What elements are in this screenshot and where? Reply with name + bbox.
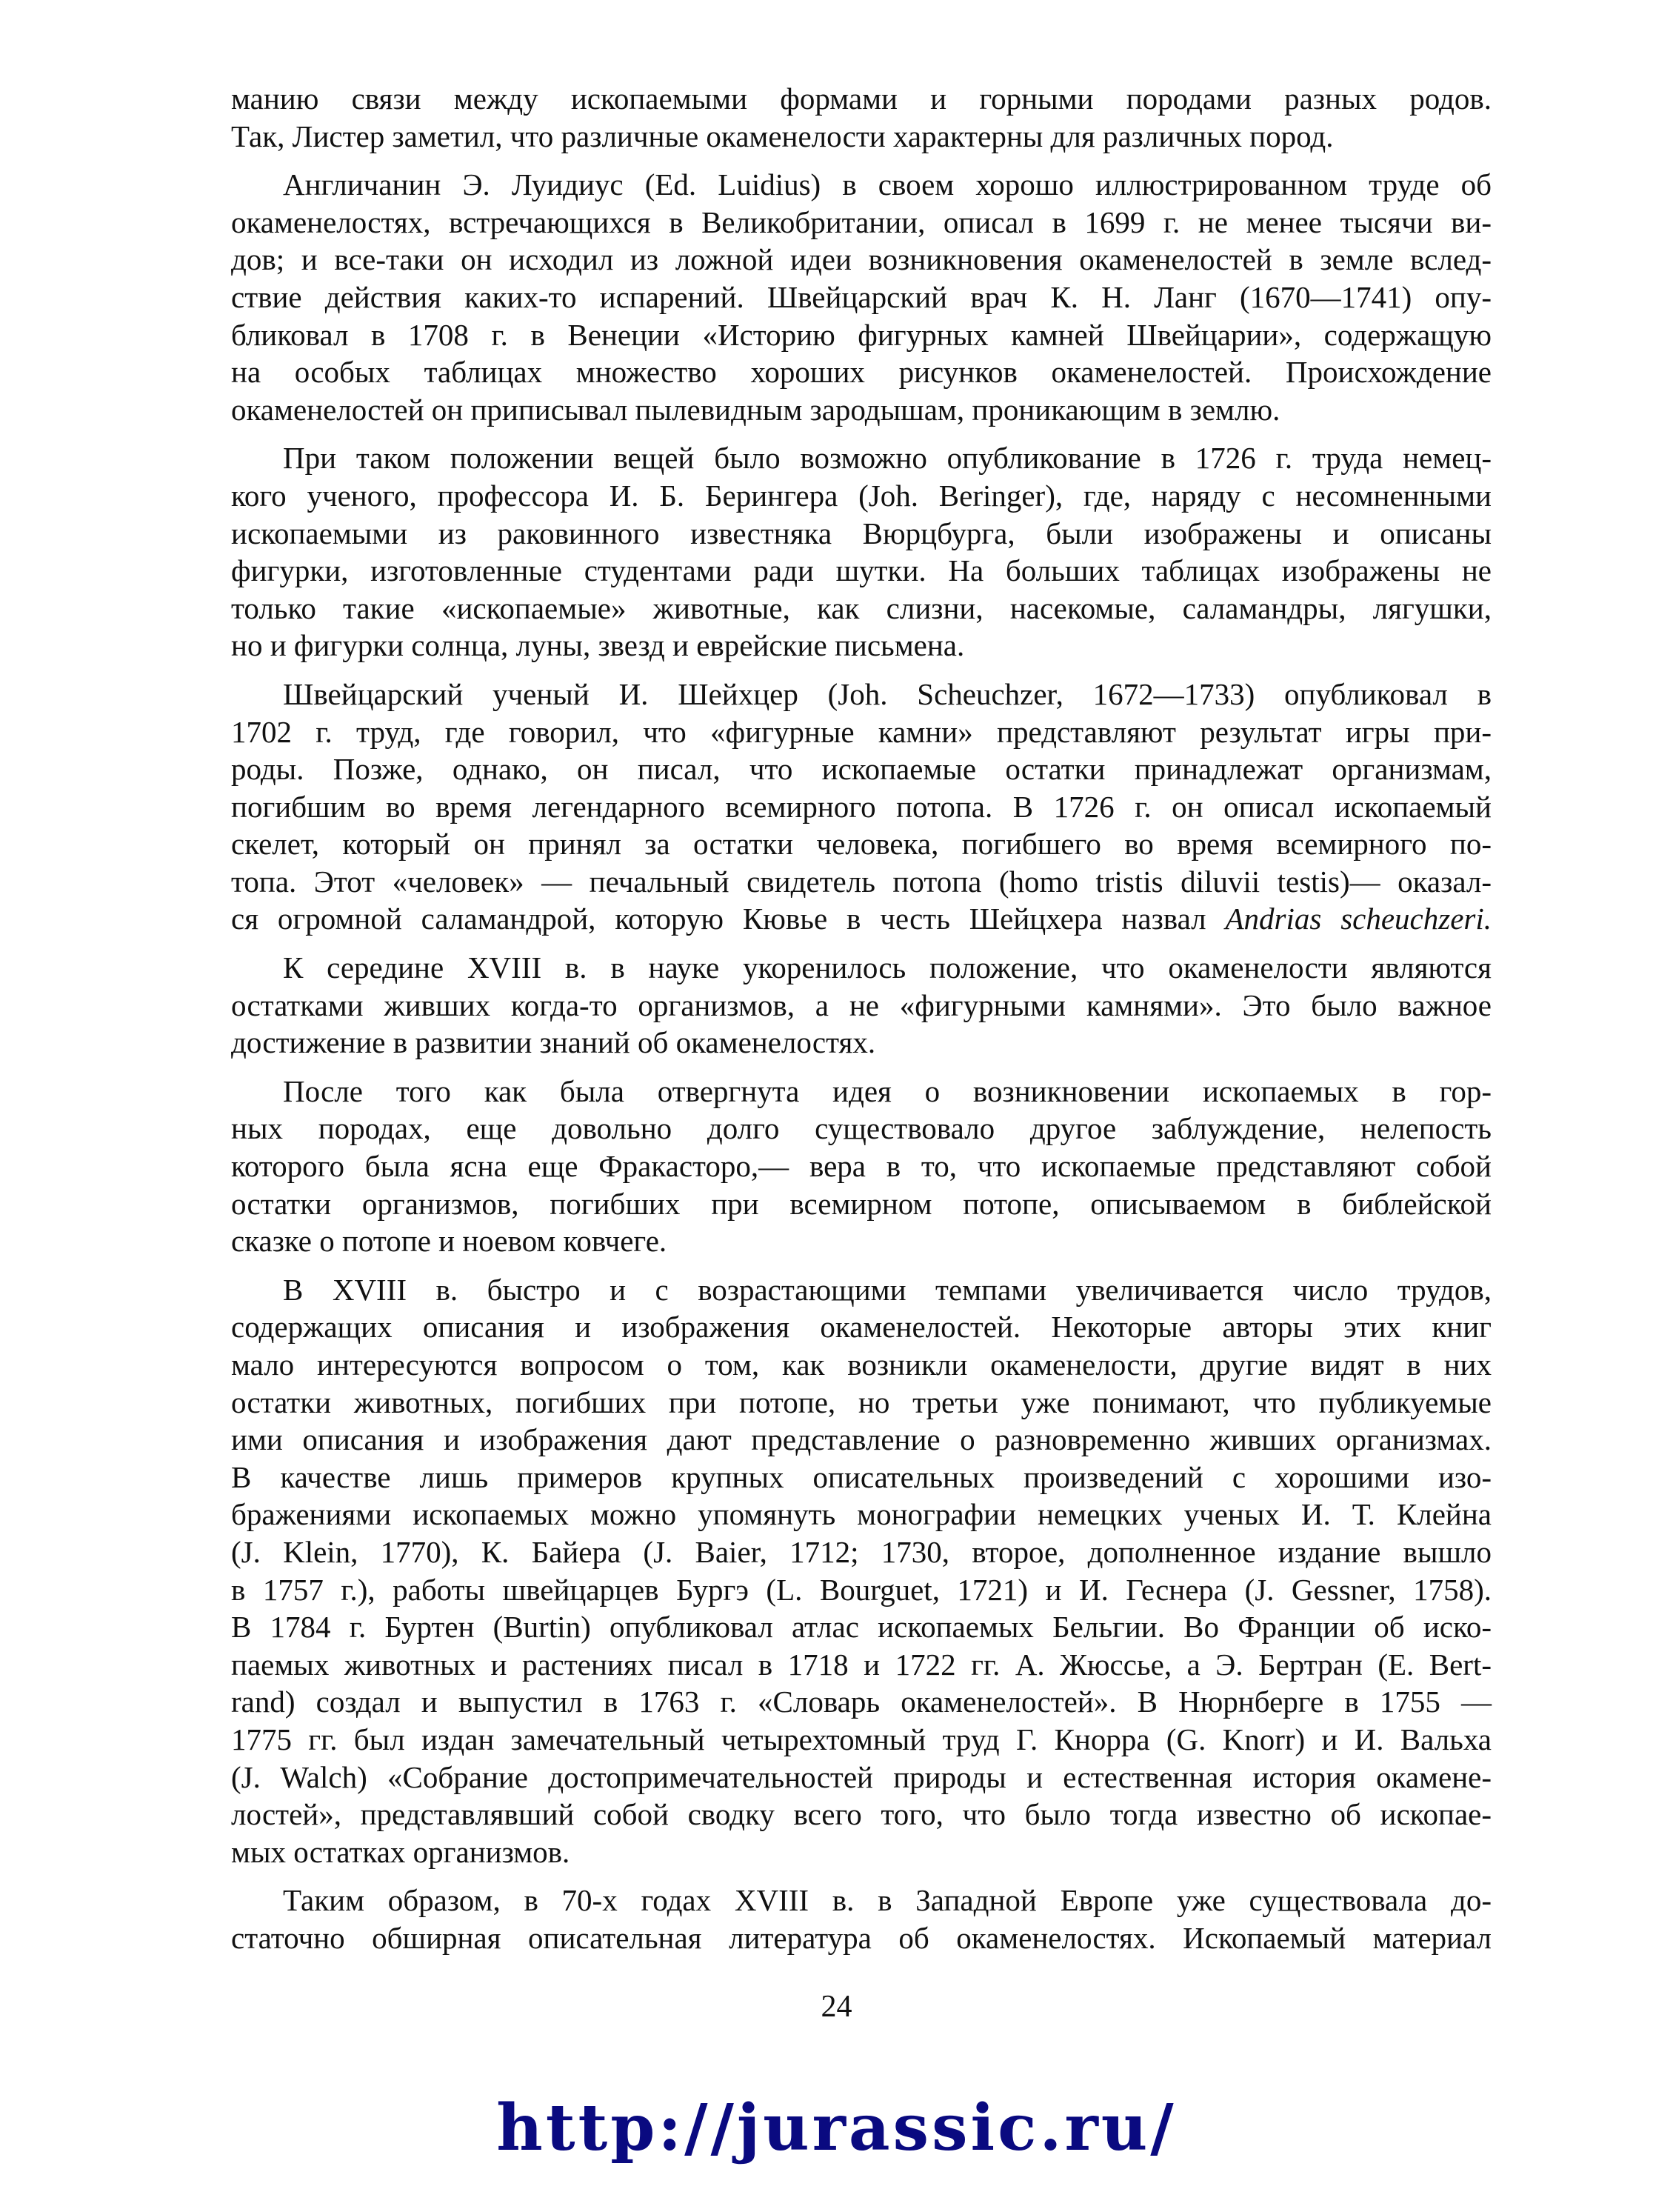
text-line-content: на особых таблицах множество хороших рисунков окаменелостей. Происхождение (231, 355, 1492, 390)
text-line (231, 713, 1492, 751)
text-line (231, 353, 1492, 391)
paragraph (231, 1073, 1492, 1260)
text-line-content: 1775 гг. был издан замечательный четырехтомный труд Г. Кнорра (G. Knorr) и И. Вальха (231, 1722, 1492, 1756)
text-line-content: Так, Листер заметил, что различные окаменелости характерны для различных пород. (231, 119, 1334, 153)
text-line-content: в 1757 г.), работы швейцарцев Бургэ (L. Bourguet, 1721) и И. Геснера (J. Gessner, 1758). (231, 1572, 1492, 1607)
text-line-content: окаменелостей он приписывал пылевидным зародышам, проникающим в землю. (231, 392, 1280, 427)
text-line (231, 1608, 1492, 1646)
text-line-content: манию связи между ископаемыми формами и горными породами разных родов. (231, 81, 1492, 116)
text-line (231, 1796, 1492, 1833)
paragraph (231, 676, 1492, 938)
text-line (231, 1271, 1492, 1309)
text-line (231, 1571, 1492, 1609)
text-line-content: которого была ясна еще Фракасторо,— вера в то, что ископаемые представляют собой (231, 1149, 1492, 1184)
text-line-content: Англичанин Э. Луидиус (Ed. Luidius) в своем хорошо иллюстрированном труде об (283, 167, 1492, 202)
text-line-content: После того как была отвергнута идея о возникновении ископаемых в гор- (283, 1073, 1492, 1108)
text-line (231, 1919, 1492, 1957)
text-line-content: rand) создал и выпустил в 1763 г. «Словарь окаменелостей». В Нюрнберге в 1755 — (231, 1685, 1492, 1719)
text-line-content: (J. Walch) «Собрание достопримечательностей природы и естественная история окамене- (231, 1759, 1492, 1794)
text-line (231, 1110, 1492, 1147)
text-line-content: К середине XVIII в. в науке укоренилось положение, что окаменелости являются (283, 950, 1492, 985)
paragraph (231, 80, 1492, 155)
text-line-content: остатки животных, погибших при потопе, но третьи уже понимают, что публикуемые (231, 1385, 1492, 1419)
text-line-content: но и фигурки солнца, луны, звезд и еврейские письмена. (231, 628, 965, 663)
text-line (231, 1459, 1492, 1496)
text-line (231, 1759, 1492, 1796)
text-line-content: достижение в развитии знаний об окаменелостях. (231, 1025, 876, 1060)
paragraph (231, 1882, 1492, 1956)
text-line (231, 1222, 1492, 1260)
text-line-content: статочно обширная описательная литература об окаменелостях. Ископаемый материал (231, 1920, 1492, 1955)
text-line-content: мало интересуются вопросом о том, как возникли окаменелости, другие видят в них (231, 1347, 1492, 1382)
text-line-content: паемых животных и растениях писал в 1718 и 1722 гг. А. Жюссье, а Э. Бертран (E. Bert- (231, 1647, 1492, 1682)
page-number: 24 (821, 1990, 852, 2024)
text-line-content: бликовал в 1708 г. в Венеции «Историю фигурных камней Швейцарии», содержащую (231, 317, 1492, 352)
text-line-content: 1702 г. труд, где говорил, что «фигурные камни» представляют результат игры при- (231, 714, 1492, 749)
text-line (231, 515, 1492, 553)
text-line (231, 204, 1492, 241)
text-line (231, 900, 1492, 938)
text-line (231, 391, 1492, 429)
text-line (231, 439, 1492, 477)
text-line-content: роды. Позже, однако, он писал, что ископаемые остатки принадлежат организмам, (231, 752, 1492, 787)
text-line-content: сказке о потопе и ноевом ковчеге. (231, 1224, 667, 1259)
text-line (231, 1882, 1492, 1919)
text-line-content: (J. Klein, 1770), К. Байера (J. Baier, 1712; 1730, второе, дополненное издание вышло (231, 1534, 1492, 1569)
paragraph (231, 1271, 1492, 1871)
text-line (231, 1683, 1492, 1721)
text-line-content: ных породах, еще довольно долго существовало другое заблуждение, нелепость (231, 1111, 1492, 1146)
text-line-content: скелет, который он принял за остатки человека, погибшего во время всемирного по- (231, 827, 1492, 862)
text-line (231, 1384, 1492, 1422)
text-line-content: ими описания и изображения дают представление о разновременно живших организмах. (231, 1422, 1492, 1457)
text-line (231, 552, 1492, 590)
text-line (231, 1185, 1492, 1223)
text-line-content: Швейцарский ученый И. Шейхцер (Joh. Scheuchzer, 1672—1733) опубликовал в (283, 676, 1492, 711)
text-line (231, 166, 1492, 204)
text-line-content: окаменелостях, встречающихся в Великобритании, описал в 1699 г. не менее тысячи ви- (231, 204, 1492, 239)
text-line (231, 1646, 1492, 1684)
text-line (231, 627, 1492, 664)
text-line (231, 590, 1492, 627)
text-line-content: кого ученого, профессора И. Б. Берингера (Joh. Beringer), где, наряду с несомненными (231, 478, 1492, 513)
text-line-content: В XVIII в. быстро и с возрастающими темпами увеличивается число трудов, (283, 1272, 1492, 1307)
text-line (231, 788, 1492, 826)
text-line (231, 1833, 1492, 1871)
text-line (231, 1533, 1492, 1571)
text-line (231, 676, 1492, 713)
text-line (231, 1496, 1492, 1533)
paragraph (231, 166, 1492, 428)
text-line (231, 241, 1492, 279)
text-line (231, 279, 1492, 316)
text-line (231, 477, 1492, 515)
text-line-content: ся огромной саламандрой, которую Кювье в честь Шейцхера назвал (231, 902, 1206, 936)
text-line (231, 1024, 1492, 1062)
text-line-content: остатками живших когда-то организмов, а не «фигурными камнями». Это было важное (231, 987, 1492, 1022)
paragraph (231, 439, 1492, 664)
text-line (231, 1147, 1492, 1185)
text-line-content: В 1784 г. Буртен (Burtin) опубликовал атлас ископаемых Бельгии. Во Франции об иско- (231, 1610, 1492, 1645)
text-line-content: только такие «ископаемые» животные, как слизни, насекомые, саламандры, лягушки, (231, 590, 1492, 625)
text-line-content: В качестве лишь примеров крупных описательных произведений с хорошими изо- (231, 1459, 1492, 1494)
text-line (231, 1721, 1492, 1759)
text-line (231, 1073, 1492, 1110)
text-line (231, 80, 1492, 118)
text-line (231, 825, 1492, 863)
text-line (231, 1308, 1492, 1346)
paragraph (231, 949, 1492, 1062)
text-line (231, 987, 1492, 1025)
text-line (231, 1346, 1492, 1384)
text-line (231, 863, 1492, 901)
text-line-content: лостей», представлявший собой сводку всего того, что было тогда известно об ископае- (231, 1797, 1492, 1832)
text-line-content: При таком положении вещей было возможно опубликование в 1726 г. труда немец- (283, 441, 1492, 476)
text-line-content: бражениями ископаемых можно упомянуть монографии немецких ученых И. Т. Клейна (231, 1497, 1492, 1532)
text-line-content: топа. Этот «человек» — печальный свидетель потопа (homo tristis diluvii testis)— оказал- (231, 864, 1492, 899)
text-line-content: мых остатках организмов. (231, 1834, 570, 1869)
text-line (231, 949, 1492, 987)
italic-species-name: Andrias scheuchzeri. (1225, 902, 1492, 936)
text-line (231, 118, 1492, 156)
text-line (231, 750, 1492, 788)
text-line-content: Таким образом, в 70-х годах XVIII в. в Западной Европе уже существовала до- (283, 1883, 1492, 1918)
text-line-content: фигурки, изготовленные студентами ради шутки. На больших таблицах изображены не (231, 553, 1492, 588)
body-text (231, 80, 1492, 1957)
text-line-content: ископаемыми из раковинного известняка Вюрцбурга, были изображены и описаны (231, 516, 1492, 550)
text-line (231, 316, 1492, 354)
text-line-content: погибшим во время легендарного всемирного потопа. В 1726 г. он описал ископаемый (231, 789, 1492, 824)
text-line-content: содержащих описания и изображения окаменелостей. Некоторые авторы этих книг (231, 1310, 1492, 1345)
text-line (231, 1421, 1492, 1459)
text-line-content: остатки организмов, погибших при всемирном потопе, описываемом в библейской (231, 1186, 1492, 1221)
text-line-content: дов; и все-таки он исходил из ложной идеи возникновения окаменелостей в земле вслед- (231, 242, 1492, 277)
text-line-content: ствие действия каких-то испарений. Швейцарский врач К. Н. Ланг (1670—1741) опу- (231, 279, 1492, 314)
watermark-url[interactable]: http://jurassic.ru/ (496, 2091, 1177, 2165)
